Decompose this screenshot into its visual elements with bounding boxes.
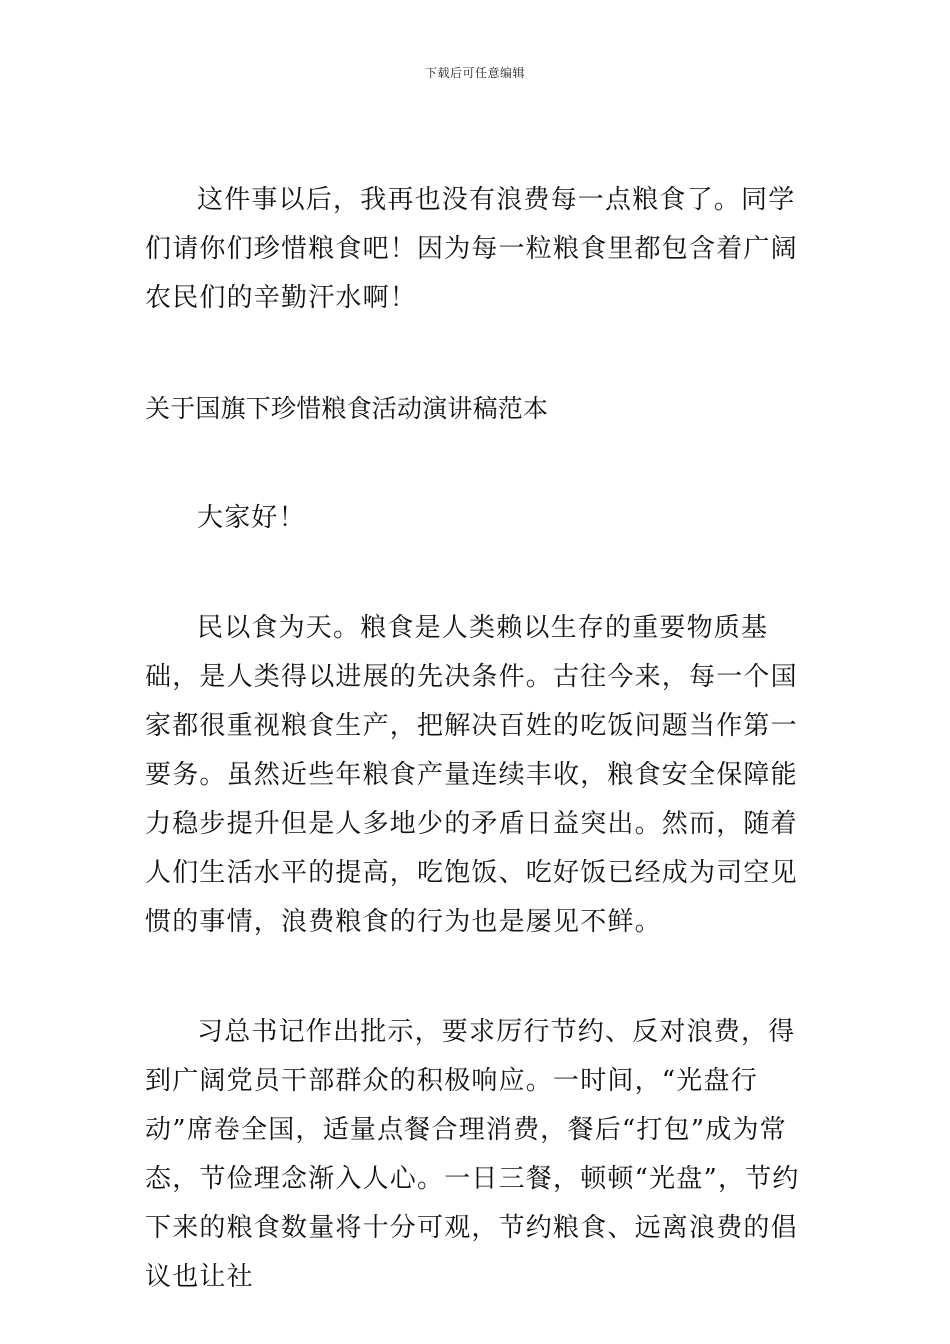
header-note: 下载后可任意编辑	[424, 66, 525, 80]
paragraph-2: 民以食为天。粮食是人类赖以生存的重要物质基础，是人类得以进展的先决条件。古往今来，每一个国家都很重视粮食生产，把解决百姓的吃饭问题当作第一要务。虽然近些年粮食产量连续丰收，粮食安全保障能力稳步提升但是人多地少的矛盾日益突出。然而，随着人们生活水平的提高，吃饱饭、吃好饭已经成为司空见惯的事情，浪费粮食的行为也是屡见不鲜。	[145, 613, 798, 937]
paragraph-3: 习总书记作出批示，要求厉行节约、反对浪费，得到广阔党员干部群众的积极响应。一时间，“光盘行动”席卷全国，适量点餐合理消费，餐后“打包”成为常态，节俭理念渐入人心。一日三餐，顿顿“光盘”，节约下来的粮食数量将十分可观，节约粮食、远离浪费的倡议也让社	[145, 1017, 800, 1292]
document-body	[145, 176, 810, 1302]
document-title: 关于国旗下珍惜粮食活动演讲稿范本	[145, 394, 549, 423]
greeting: 大家好！	[197, 503, 306, 533]
paragraph-1: 这件事以后，我再也没有浪费每一点粮食了。同学们请你们珍惜粮食吧！因为每一粒粮食里都包含着广阔农民们的辛勤汗水啊！	[145, 185, 798, 313]
